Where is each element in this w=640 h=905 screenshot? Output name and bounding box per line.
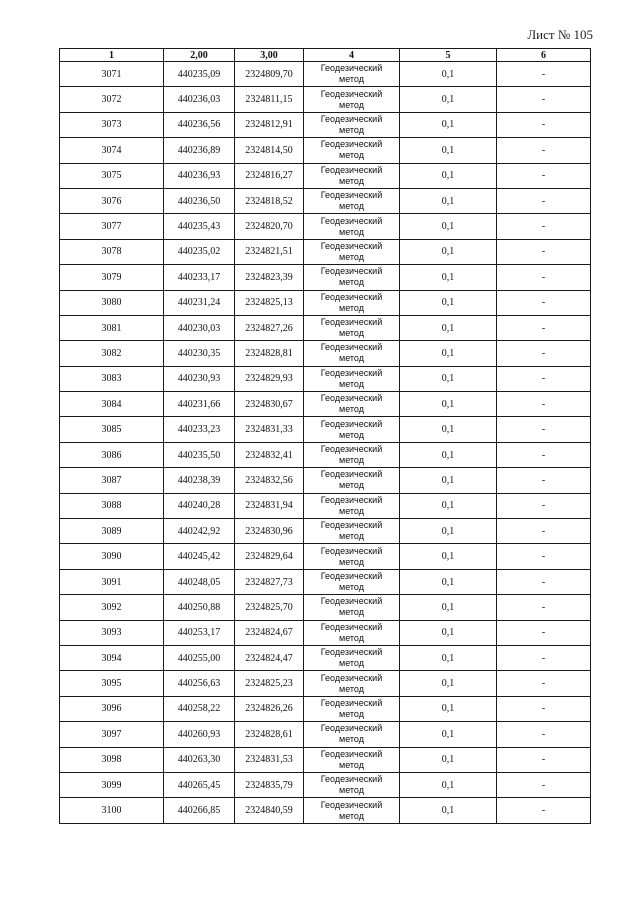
point-number-cell: 3077 — [60, 214, 164, 239]
method-cell — [304, 671, 400, 696]
table-row — [60, 163, 591, 188]
table-row — [60, 87, 591, 112]
note-cell: - — [497, 239, 591, 264]
y-coordinate-cell: 2324826,26 — [235, 696, 304, 721]
method-line1: Геодезический — [320, 393, 383, 404]
point-number-cell: 3093 — [60, 620, 164, 645]
method-cell — [304, 620, 400, 645]
accuracy-cell: 0,1 — [400, 112, 497, 137]
table-row — [60, 239, 591, 264]
method-cell — [304, 112, 400, 137]
accuracy-cell: 0,1 — [400, 620, 497, 645]
method-line1: Геодезический — [320, 672, 383, 683]
method-line2: метод — [339, 505, 364, 516]
point-number-cell: 3090 — [60, 544, 164, 569]
y-coordinate-cell: 2324820,70 — [235, 214, 304, 239]
point-number-cell: 3073 — [60, 112, 164, 137]
method-line2: метод — [339, 277, 364, 288]
accuracy-cell: 0,1 — [400, 595, 497, 620]
method-cell — [304, 62, 400, 87]
method-line2: метод — [339, 353, 364, 364]
table-row — [60, 265, 591, 290]
x-coordinate-cell: 440231,66 — [164, 392, 235, 417]
method-line2: метод — [339, 480, 364, 491]
method-line2: метод — [339, 429, 364, 440]
point-number-cell: 3076 — [60, 188, 164, 213]
method-line2: метод — [339, 658, 364, 669]
point-number-cell: 3086 — [60, 442, 164, 467]
x-coordinate-cell: 440236,50 — [164, 188, 235, 213]
table-row — [60, 798, 591, 823]
note-cell: - — [497, 747, 591, 772]
method-line2: метод — [339, 74, 364, 85]
method-line1: Геодезический — [320, 113, 383, 124]
note-cell: - — [497, 519, 591, 544]
method-cell — [304, 544, 400, 569]
point-number-cell: 3084 — [60, 392, 164, 417]
method-line2: метод — [339, 683, 364, 694]
method-line2: метод — [339, 810, 364, 821]
method-cell — [304, 188, 400, 213]
x-coordinate-cell: 440242,92 — [164, 519, 235, 544]
y-coordinate-cell: 2324825,23 — [235, 671, 304, 696]
x-coordinate-cell: 440235,50 — [164, 442, 235, 467]
point-number-cell: 3079 — [60, 265, 164, 290]
method-line2: метод — [339, 175, 364, 186]
method-line1: Геодезический — [320, 418, 383, 429]
table-row — [60, 290, 591, 315]
method-cell — [304, 239, 400, 264]
method-line1: Геодезический — [320, 367, 383, 378]
point-number-cell: 3074 — [60, 138, 164, 163]
note-cell: - — [497, 468, 591, 493]
x-coordinate-cell: 440233,17 — [164, 265, 235, 290]
table-row — [60, 772, 591, 797]
method-cell — [304, 696, 400, 721]
y-coordinate-cell: 2324832,41 — [235, 442, 304, 467]
column-header: 6 — [497, 49, 591, 62]
method-cell — [304, 87, 400, 112]
accuracy-cell: 0,1 — [400, 747, 497, 772]
accuracy-cell: 0,1 — [400, 442, 497, 467]
y-coordinate-cell: 2324828,61 — [235, 722, 304, 747]
table-row — [60, 544, 591, 569]
method-line2: метод — [339, 785, 364, 796]
point-number-cell: 3071 — [60, 62, 164, 87]
table-row — [60, 722, 591, 747]
method-line1: Геодезический — [320, 774, 383, 785]
y-coordinate-cell: 2324831,33 — [235, 417, 304, 442]
y-coordinate-cell: 2324827,73 — [235, 569, 304, 594]
accuracy-cell: 0,1 — [400, 239, 497, 264]
column-header: 4 — [304, 49, 400, 62]
method-cell — [304, 595, 400, 620]
y-coordinate-cell: 2324812,91 — [235, 112, 304, 137]
note-cell: - — [497, 442, 591, 467]
method-line2: метод — [339, 201, 364, 212]
method-line1: Геодезический — [320, 266, 383, 277]
method-line1: Геодезический — [320, 596, 383, 607]
accuracy-cell: 0,1 — [400, 138, 497, 163]
method-line2: метод — [339, 531, 364, 542]
column-header: 2,00 — [164, 49, 235, 62]
note-cell: - — [497, 595, 591, 620]
method-line2: метод — [339, 404, 364, 415]
method-line1: Геодезический — [320, 647, 383, 658]
note-cell: - — [497, 645, 591, 670]
method-line2: метод — [339, 734, 364, 745]
x-coordinate-cell: 440230,35 — [164, 341, 235, 366]
accuracy-cell: 0,1 — [400, 493, 497, 518]
table-row — [60, 392, 591, 417]
method-cell — [304, 265, 400, 290]
table-row — [60, 442, 591, 467]
note-cell: - — [497, 493, 591, 518]
table-row — [60, 493, 591, 518]
method-cell — [304, 645, 400, 670]
method-line1: Геодезический — [320, 444, 383, 455]
method-cell — [304, 392, 400, 417]
method-line1: Геодезический — [320, 190, 383, 201]
y-coordinate-cell: 2324823,39 — [235, 265, 304, 290]
note-cell: - — [497, 138, 591, 163]
x-coordinate-cell: 440265,45 — [164, 772, 235, 797]
x-coordinate-cell: 440236,89 — [164, 138, 235, 163]
accuracy-cell: 0,1 — [400, 569, 497, 594]
method-line1: Геодезический — [320, 63, 383, 74]
table-row — [60, 519, 591, 544]
x-coordinate-cell: 440236,56 — [164, 112, 235, 137]
x-coordinate-cell: 440230,93 — [164, 366, 235, 391]
y-coordinate-cell: 2324835,79 — [235, 772, 304, 797]
method-line2: метод — [339, 607, 364, 618]
point-number-cell: 3095 — [60, 671, 164, 696]
note-cell: - — [497, 188, 591, 213]
note-cell: - — [497, 772, 591, 797]
accuracy-cell: 0,1 — [400, 671, 497, 696]
y-coordinate-cell: 2324816,27 — [235, 163, 304, 188]
method-line1: Геодезический — [320, 469, 383, 480]
accuracy-cell: 0,1 — [400, 645, 497, 670]
column-header: 3,00 — [235, 49, 304, 62]
method-cell — [304, 468, 400, 493]
method-cell — [304, 747, 400, 772]
x-coordinate-cell: 440240,28 — [164, 493, 235, 518]
method-line2: метод — [339, 632, 364, 643]
note-cell: - — [497, 112, 591, 137]
method-line2: метод — [339, 708, 364, 719]
method-line1: Геодезический — [320, 697, 383, 708]
y-coordinate-cell: 2324821,51 — [235, 239, 304, 264]
x-coordinate-cell: 440266,85 — [164, 798, 235, 823]
table-row — [60, 366, 591, 391]
method-line2: метод — [339, 455, 364, 466]
accuracy-cell: 0,1 — [400, 87, 497, 112]
note-cell: - — [497, 392, 591, 417]
x-coordinate-cell: 440250,88 — [164, 595, 235, 620]
point-number-cell: 3094 — [60, 645, 164, 670]
note-cell: - — [497, 62, 591, 87]
accuracy-cell: 0,1 — [400, 188, 497, 213]
table-row — [60, 645, 591, 670]
method-line1: Геодезический — [320, 291, 383, 302]
method-cell — [304, 442, 400, 467]
y-coordinate-cell: 2324824,47 — [235, 645, 304, 670]
note-cell: - — [497, 620, 591, 645]
table-row — [60, 468, 591, 493]
y-coordinate-cell: 2324827,26 — [235, 315, 304, 340]
note-cell: - — [497, 163, 591, 188]
method-line2: метод — [339, 150, 364, 161]
method-cell — [304, 341, 400, 366]
accuracy-cell: 0,1 — [400, 544, 497, 569]
point-number-cell: 3083 — [60, 366, 164, 391]
point-number-cell: 3088 — [60, 493, 164, 518]
point-number-cell: 3081 — [60, 315, 164, 340]
method-cell — [304, 519, 400, 544]
accuracy-cell: 0,1 — [400, 315, 497, 340]
note-cell: - — [497, 265, 591, 290]
method-line1: Геодезический — [320, 621, 383, 632]
x-coordinate-cell: 440260,93 — [164, 722, 235, 747]
table-row — [60, 315, 591, 340]
table-row — [60, 214, 591, 239]
note-cell: - — [497, 290, 591, 315]
y-coordinate-cell: 2324825,70 — [235, 595, 304, 620]
method-line2: метод — [339, 328, 364, 339]
method-cell — [304, 722, 400, 747]
accuracy-cell: 0,1 — [400, 798, 497, 823]
method-line2: метод — [339, 251, 364, 262]
sheet-number: Лист № 105 — [527, 27, 593, 42]
method-line1: Геодезический — [320, 240, 383, 251]
method-line2: метод — [339, 124, 364, 135]
note-cell: - — [497, 341, 591, 366]
method-cell — [304, 798, 400, 823]
method-line1: Геодезический — [320, 545, 383, 556]
column-header: 1 — [60, 49, 164, 62]
x-coordinate-cell: 440238,39 — [164, 468, 235, 493]
accuracy-cell: 0,1 — [400, 417, 497, 442]
method-line1: Геодезический — [320, 342, 383, 353]
x-coordinate-cell: 440263,30 — [164, 747, 235, 772]
method-line1: Геодезический — [320, 494, 383, 505]
x-coordinate-cell: 440253,17 — [164, 620, 235, 645]
y-coordinate-cell: 2324814,50 — [235, 138, 304, 163]
point-number-cell: 3082 — [60, 341, 164, 366]
note-cell: - — [497, 315, 591, 340]
point-number-cell: 3089 — [60, 519, 164, 544]
x-coordinate-cell: 440235,43 — [164, 214, 235, 239]
y-coordinate-cell: 2324811,15 — [235, 87, 304, 112]
note-cell: - — [497, 214, 591, 239]
table-row — [60, 188, 591, 213]
y-coordinate-cell: 2324832,56 — [235, 468, 304, 493]
method-line1: Геодезический — [320, 139, 383, 150]
y-coordinate-cell: 2324830,67 — [235, 392, 304, 417]
accuracy-cell: 0,1 — [400, 696, 497, 721]
note-cell: - — [497, 417, 591, 442]
y-coordinate-cell: 2324824,67 — [235, 620, 304, 645]
x-coordinate-cell: 440230,03 — [164, 315, 235, 340]
accuracy-cell: 0,1 — [400, 163, 497, 188]
x-coordinate-cell: 440236,03 — [164, 87, 235, 112]
table-row — [60, 671, 591, 696]
table-row — [60, 620, 591, 645]
accuracy-cell: 0,1 — [400, 214, 497, 239]
method-line2: метод — [339, 302, 364, 313]
x-coordinate-cell: 440236,93 — [164, 163, 235, 188]
method-cell — [304, 493, 400, 518]
y-coordinate-cell: 2324831,53 — [235, 747, 304, 772]
accuracy-cell: 0,1 — [400, 468, 497, 493]
note-cell: - — [497, 671, 591, 696]
table-row — [60, 138, 591, 163]
note-cell: - — [497, 544, 591, 569]
accuracy-cell: 0,1 — [400, 722, 497, 747]
method-line1: Геодезический — [320, 748, 383, 759]
method-cell — [304, 772, 400, 797]
table-row — [60, 595, 591, 620]
method-line2: метод — [339, 378, 364, 389]
method-line1: Геодезический — [320, 215, 383, 226]
table-row — [60, 62, 591, 87]
method-cell — [304, 163, 400, 188]
y-coordinate-cell: 2324825,13 — [235, 290, 304, 315]
note-cell: - — [497, 696, 591, 721]
y-coordinate-cell: 2324829,64 — [235, 544, 304, 569]
point-number-cell: 3098 — [60, 747, 164, 772]
note-cell: - — [497, 722, 591, 747]
point-number-cell: 3100 — [60, 798, 164, 823]
x-coordinate-cell: 440248,05 — [164, 569, 235, 594]
note-cell: - — [497, 87, 591, 112]
method-line1: Геодезический — [320, 164, 383, 175]
method-cell — [304, 290, 400, 315]
method-line1: Геодезический — [320, 571, 383, 581]
y-coordinate-cell: 2324830,96 — [235, 519, 304, 544]
table-row — [60, 417, 591, 442]
method-cell — [304, 366, 400, 391]
x-coordinate-cell: 440258,22 — [164, 696, 235, 721]
point-number-cell: 3087 — [60, 468, 164, 493]
y-coordinate-cell: 2324828,81 — [235, 341, 304, 366]
table-row — [60, 696, 591, 721]
x-coordinate-cell: 440233,23 — [164, 417, 235, 442]
table-row — [60, 747, 591, 772]
method-line2: метод — [339, 556, 364, 567]
point-number-cell: 3092 — [60, 595, 164, 620]
note-cell: - — [497, 798, 591, 823]
accuracy-cell: 0,1 — [400, 341, 497, 366]
coordinates-table — [59, 48, 591, 824]
point-number-cell: 3075 — [60, 163, 164, 188]
method-line2: метод — [339, 226, 364, 237]
method-cell — [304, 214, 400, 239]
table-row — [60, 112, 591, 137]
x-coordinate-cell: 440235,09 — [164, 62, 235, 87]
accuracy-cell: 0,1 — [400, 265, 497, 290]
note-cell: - — [497, 366, 591, 391]
method-line1: Геодезический — [320, 520, 383, 531]
method-cell — [304, 417, 400, 442]
point-number-cell: 3096 — [60, 696, 164, 721]
method-line1: Геодезический — [320, 723, 383, 734]
table-header-row — [60, 49, 591, 62]
point-number-cell: 3085 — [60, 417, 164, 442]
method-cell — [304, 315, 400, 340]
point-number-cell: 3080 — [60, 290, 164, 315]
note-cell: - — [497, 569, 591, 594]
table-row — [60, 341, 591, 366]
x-coordinate-cell: 440255,00 — [164, 645, 235, 670]
accuracy-cell: 0,1 — [400, 62, 497, 87]
column-header: 5 — [400, 49, 497, 62]
method-line1: Геодезический — [320, 317, 383, 328]
point-number-cell: 3097 — [60, 722, 164, 747]
point-number-cell: 3091 — [60, 569, 164, 594]
method-cell — [304, 569, 400, 594]
x-coordinate-cell: 440235,02 — [164, 239, 235, 264]
method-line2: метод — [339, 759, 364, 770]
point-number-cell: 3072 — [60, 87, 164, 112]
method-line2: метод — [339, 99, 364, 110]
y-coordinate-cell: 2324818,52 — [235, 188, 304, 213]
x-coordinate-cell: 440245,42 — [164, 544, 235, 569]
accuracy-cell: 0,1 — [400, 772, 497, 797]
accuracy-cell: 0,1 — [400, 290, 497, 315]
table-row — [60, 569, 591, 594]
y-coordinate-cell: 2324809,70 — [235, 62, 304, 87]
method-cell — [304, 138, 400, 163]
point-number-cell: 3099 — [60, 772, 164, 797]
method-line1: Геодезический — [320, 88, 383, 99]
method-line1: Геодезический — [320, 799, 383, 810]
accuracy-cell: 0,1 — [400, 519, 497, 544]
accuracy-cell: 0,1 — [400, 392, 497, 417]
y-coordinate-cell: 2324840,59 — [235, 798, 304, 823]
point-number-cell: 3078 — [60, 239, 164, 264]
x-coordinate-cell: 440231,24 — [164, 290, 235, 315]
x-coordinate-cell: 440256,63 — [164, 671, 235, 696]
y-coordinate-cell: 2324831,94 — [235, 493, 304, 518]
method-line2: метод — [339, 582, 364, 592]
y-coordinate-cell: 2324829,93 — [235, 366, 304, 391]
accuracy-cell: 0,1 — [400, 366, 497, 391]
